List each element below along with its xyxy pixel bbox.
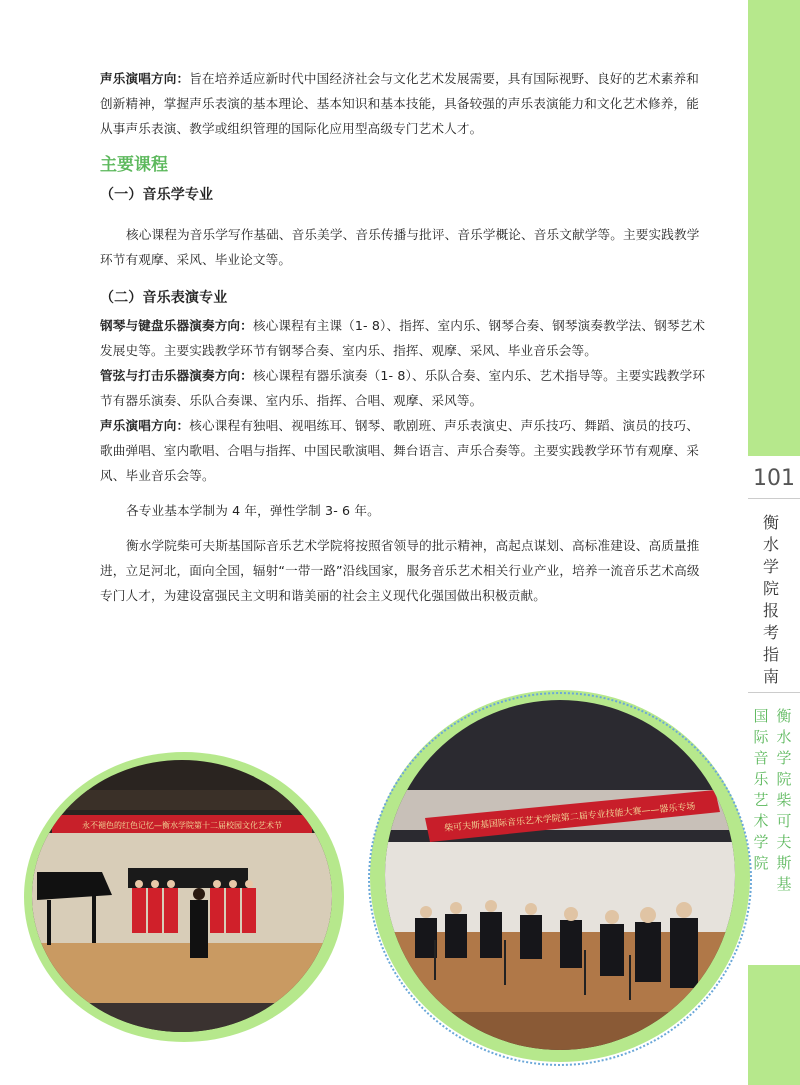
right-banner-text: 柴可夫斯基国际音乐艺术学院第二届专业技能大赛——器乐专场 [443,802,696,834]
performance-item: 钢琴与键盘乐器演奏方向：核心课程有主课（1- 8）、指挥、室内乐、钢琴合奏、钢琴演奏教学法、钢琴艺术发展史等。主要实践教学环节有钢琴合奏、室内乐、指挥、观摩、采风、毕业音乐会等。 [100,318,706,358]
performance-item: 声乐演唱方向：核心课程有独唱、视唱练耳、钢琴、歌剧班、声乐表演史、声乐技巧、舞蹈、演员的技巧、歌曲弹唱、室内歌唱、合唱与指挥、中国民歌演唱、舞台语言、声乐合奏等。主要实践教学环节有观摩、采风、毕业音乐会等。 [100,418,699,483]
direction-label: 声乐演唱方向： [100,71,190,86]
musicology-text: 核心课程为音乐学写作基础、音乐美学、音乐传播与批评、音乐学概论、音乐文献学等。主要实践教学环节有观摩、采风、毕业论文等。 [100,227,700,267]
left-banner-text: 永不褪色的红色记忆—衡水学院第十二届校园文化艺术节 [82,821,282,830]
musicology-section [100,183,710,272]
intro-paragraph: 声乐演唱方向：旨在培养适应新时代中国经济社会与文化艺术发展需要，具有国际视野、良好的艺术素养和创新精神，掌握声乐表演的基本理论、基本知识和基本技能，具备较强的声乐表演能力和文化艺术修养，能从事声乐表演、教学或组织管理的国际化应用型高级专门艺术人才。 [100,71,699,136]
college-vertical-text-col2: 国际音乐艺术学院 [753,707,769,872]
musicology-title: （一）音乐学专业 [100,187,214,203]
divider [748,692,800,693]
guide-vertical-text: 衡水学院报考指南 [762,513,779,686]
sidebar-bottom-band [748,965,800,1085]
orchestra-photo [385,700,735,1050]
performance-item: 管弦与打击乐器演奏方向：核心课程有器乐演奏（1- 8）、乐队合奏、室内乐、艺术指导等。主要实践教学环节有器乐演奏、乐队合奏课、室内乐、指挥、合唱、观摩、采风等。 [100,368,706,408]
closing-text: 衡水学院柴可夫斯基国际音乐艺术学院将按照省领导的批示精神，高起点谋划、高标准建设、高质量推进，立足河北，面向全国，辐射“一带一路”沿线国家，服务音乐艺术相关行业产业，培养一流音乐艺术高级专门人才，为建设富强民主文明和谐美丽的社会主义现代化强国做出积极贡献。 [100,538,700,603]
section-title: 主要课程 [100,155,168,175]
performance-title: （二）音乐表演专业 [100,290,228,306]
orchestra-photo-image [385,700,735,1050]
choir-photo [32,760,332,1032]
college-vertical-text-col1: 衡水学院柴可夫斯基 [776,707,792,893]
duration-text: 各专业基本学制为 4 年，弹性学制 3- 6 年。 [126,503,380,518]
performance-section [100,286,710,608]
sidebar-top-band [748,0,800,456]
choir-photo-image [32,760,332,1032]
main-content [100,66,710,141]
page-number: 101 [753,466,795,491]
divider [748,498,800,499]
